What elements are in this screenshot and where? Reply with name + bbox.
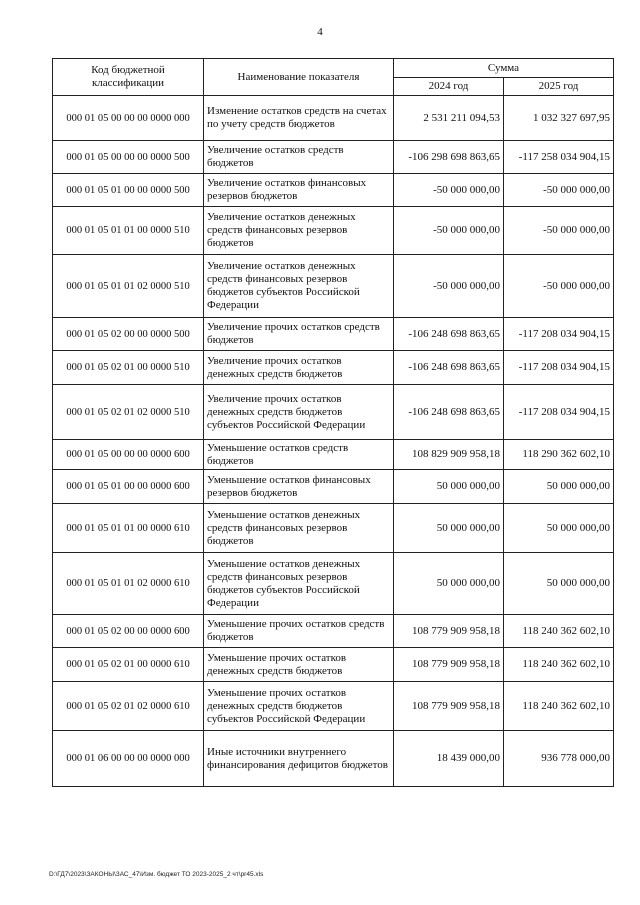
- table-row: [53, 504, 614, 553]
- header-year-2025: 2025 год: [504, 78, 614, 96]
- row-code: 000 01 05 00 00 00 0000 500: [53, 141, 204, 174]
- row-value-2025: -117 208 034 904,15: [504, 318, 614, 351]
- row-value-2025: -117 208 034 904,15: [504, 351, 614, 385]
- table-row: [53, 682, 614, 731]
- row-value-2024: 108 779 909 958,18: [394, 648, 504, 682]
- row-code: 000 01 05 02 01 00 0000 510: [53, 351, 204, 385]
- header-sum: Сумма: [394, 59, 614, 78]
- row-value-2024: 2 531 211 094,53: [394, 96, 504, 141]
- header-row-1: [53, 59, 614, 78]
- row-value-2024: -50 000 000,00: [394, 207, 504, 255]
- row-value-2024: 50 000 000,00: [394, 553, 504, 615]
- row-name: Увеличение прочих остатков денежных средств бюджетов: [204, 351, 394, 385]
- page-number: 4: [317, 26, 323, 38]
- row-value-2025: -50 000 000,00: [504, 255, 614, 318]
- table-row: [53, 318, 614, 351]
- row-code: 000 01 05 01 01 00 0000 610: [53, 504, 204, 553]
- row-code: 000 01 05 02 01 02 0000 510: [53, 385, 204, 440]
- row-value-2025: 118 240 362 602,10: [504, 615, 614, 648]
- row-name: Увеличение остатков денежных средств финансовых резервов бюджетов субъектов Российской Федерации: [204, 255, 394, 318]
- row-value-2025: 1 032 327 697,95: [504, 96, 614, 141]
- row-code: 000 01 05 02 00 00 0000 500: [53, 318, 204, 351]
- row-value-2025: -117 258 034 904,15: [504, 141, 614, 174]
- row-code: 000 01 05 01 01 02 0000 610: [53, 553, 204, 615]
- row-code: 000 01 05 02 00 00 0000 600: [53, 615, 204, 648]
- row-value-2024: -50 000 000,00: [394, 174, 504, 207]
- row-value-2024: -50 000 000,00: [394, 255, 504, 318]
- table-row: [53, 553, 614, 615]
- file-path-footer: D:\ГД7\2023\ЗАКОНЫ\ЗАС_47\Изм. бюджет ТО 2023-2025_2 чт\pr45.xls: [49, 871, 264, 878]
- row-name: Уменьшение прочих остатков денежных средств бюджетов субъектов Российской Федерации: [204, 682, 394, 731]
- row-value-2025: -117 208 034 904,15: [504, 385, 614, 440]
- table-row: [53, 207, 614, 255]
- row-code: 000 01 05 01 01 02 0000 510: [53, 255, 204, 318]
- budget-sources-table: [52, 58, 614, 787]
- table-row: [53, 351, 614, 385]
- row-name: Увеличение прочих остатков денежных средств бюджетов субъектов Российской Федерации: [204, 385, 394, 440]
- row-value-2025: 50 000 000,00: [504, 470, 614, 504]
- row-name: Уменьшение остатков денежных средств финансовых резервов бюджетов: [204, 504, 394, 553]
- row-name: Иные источники внутреннего финансирования дефицитов бюджетов: [204, 731, 394, 787]
- row-value-2025: 50 000 000,00: [504, 553, 614, 615]
- header-code: Код бюджетной классификации: [53, 59, 204, 96]
- table-row: [53, 96, 614, 141]
- row-value-2024: 50 000 000,00: [394, 504, 504, 553]
- row-code: 000 01 06 00 00 00 0000 000: [53, 731, 204, 787]
- row-value-2025: -50 000 000,00: [504, 174, 614, 207]
- row-code: 000 01 05 01 01 00 0000 510: [53, 207, 204, 255]
- row-value-2024: 108 779 909 958,18: [394, 615, 504, 648]
- table-row: [53, 731, 614, 787]
- row-name: Увеличение остатков денежных средств финансовых резервов бюджетов: [204, 207, 394, 255]
- row-value-2025: 118 240 362 602,10: [504, 682, 614, 731]
- row-value-2025: 936 778 000,00: [504, 731, 614, 787]
- row-name: Изменение остатков средств на счетах по учету средств бюджетов: [204, 96, 394, 141]
- table-row: [53, 440, 614, 470]
- row-value-2024: -106 298 698 863,65: [394, 141, 504, 174]
- header-name: Наименование показателя: [204, 59, 394, 96]
- row-name: Увеличение остатков финансовых резервов бюджетов: [204, 174, 394, 207]
- table-row: [53, 385, 614, 440]
- row-value-2024: 108 779 909 958,18: [394, 682, 504, 731]
- row-code: 000 01 05 02 01 00 0000 610: [53, 648, 204, 682]
- row-value-2024: 50 000 000,00: [394, 470, 504, 504]
- row-name: Увеличение прочих остатков средств бюджетов: [204, 318, 394, 351]
- row-value-2024: -106 248 698 863,65: [394, 318, 504, 351]
- row-name: Уменьшение прочих остатков денежных средств бюджетов: [204, 648, 394, 682]
- row-value-2025: 50 000 000,00: [504, 504, 614, 553]
- row-code: 000 01 05 00 00 00 0000 000: [53, 96, 204, 141]
- row-value-2025: 118 290 362 602,10: [504, 440, 614, 470]
- row-code: 000 01 05 01 00 00 0000 600: [53, 470, 204, 504]
- row-code: 000 01 05 00 00 00 0000 600: [53, 440, 204, 470]
- table-row: [53, 141, 614, 174]
- header-year-2024: 2024 год: [394, 78, 504, 96]
- table-row: [53, 615, 614, 648]
- table-row: [53, 470, 614, 504]
- row-value-2025: -50 000 000,00: [504, 207, 614, 255]
- row-value-2024: -106 248 698 863,65: [394, 385, 504, 440]
- row-code: 000 01 05 01 00 00 0000 500: [53, 174, 204, 207]
- row-value-2024: 108 829 909 958,18: [394, 440, 504, 470]
- row-name: Уменьшение остатков средств бюджетов: [204, 440, 394, 470]
- row-value-2025: 118 240 362 602,10: [504, 648, 614, 682]
- row-value-2024: -106 248 698 863,65: [394, 351, 504, 385]
- row-name: Уменьшение прочих остатков средств бюджетов: [204, 615, 394, 648]
- table-row: [53, 174, 614, 207]
- table-row: [53, 255, 614, 318]
- table-row: [53, 648, 614, 682]
- row-code: 000 01 05 02 01 02 0000 610: [53, 682, 204, 731]
- row-name: Уменьшение остатков денежных средств финансовых резервов бюджетов субъектов Российской Федерации: [204, 553, 394, 615]
- row-name: Увеличение остатков средств бюджетов: [204, 141, 394, 174]
- row-name: Уменьшение остатков финансовых резервов бюджетов: [204, 470, 394, 504]
- row-value-2024: 18 439 000,00: [394, 731, 504, 787]
